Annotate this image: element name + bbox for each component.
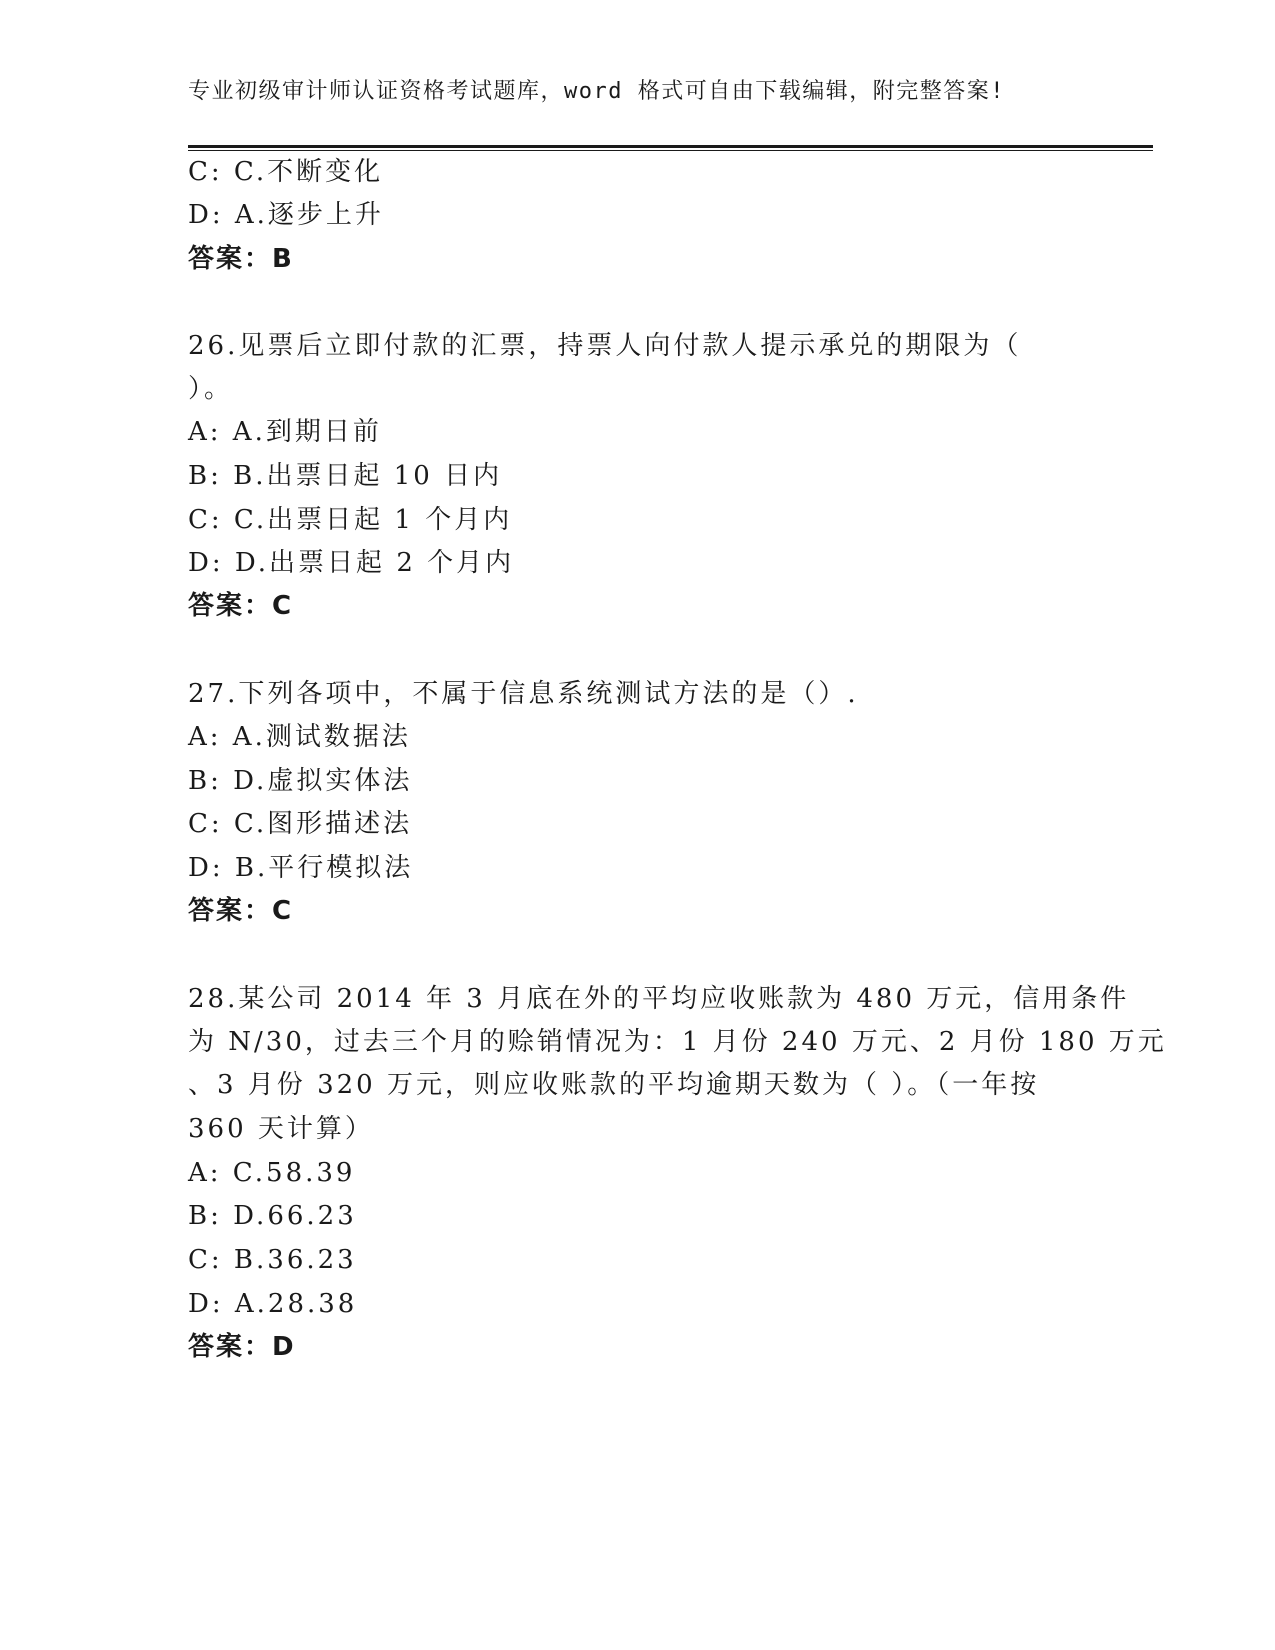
q26-option-b: B: B.出票日起 10 日内 <box>188 461 503 491</box>
q27-option-d: D: B.平行模拟法 <box>188 853 414 883</box>
q28-option-d: D: A.28.38 <box>188 1289 358 1319</box>
q27-option-b: B: D.虚拟实体法 <box>188 766 413 796</box>
q26-option-c: C: C.出票日起 1 个月内 <box>188 505 513 535</box>
q28-stem-line4: 360 天计算） <box>188 1114 374 1144</box>
header-rule-thick <box>188 145 1153 148</box>
q25-answer: 答案：B <box>188 244 294 274</box>
q26-stem-line2: ）。 <box>188 374 234 404</box>
q26-stem-line1: 26.见票后立即付款的汇票，持票人向付款人提示承兑的期限为（ <box>188 331 1022 361</box>
q25-option-d: D: A.逐步上升 <box>188 200 384 230</box>
q28-option-a: A: C.58.39 <box>188 1158 356 1188</box>
q27-option-a: A: A.测试数据法 <box>188 722 411 752</box>
q26-answer: 答案：C <box>188 591 294 621</box>
q26-option-d: D: D.出票日起 2 个月内 <box>188 548 515 578</box>
q27-stem-line1: 27.下列各项中，不属于信息系统测试方法的是（）. <box>188 679 859 709</box>
header-rule-thin <box>188 150 1153 151</box>
q27-option-c: C: C.图形描述法 <box>188 809 413 839</box>
q28-stem-line3: 、3 月份 320 万元，则应收账款的平均逾期天数为（ ）。（一年按 <box>188 1070 1040 1100</box>
q26-option-a: A: A.到期日前 <box>188 417 382 447</box>
q28-stem-line2: 为 N/30，过去三个月的赊销情况为：1 月份 240 万元、2 月份 180 万元 <box>188 1027 1167 1057</box>
page-header: 专业初级审计师认证资格考试题库，word 格式可自由下载编辑，附完整答案! <box>188 79 1005 104</box>
q28-stem-line1: 28.某公司 2014 年 3 月底在外的平均应收账款为 480 万元，信用条件 <box>188 984 1130 1014</box>
q28-option-c: C: B.36.23 <box>188 1245 357 1275</box>
q28-option-b: B: D.66.23 <box>188 1201 357 1231</box>
q28-answer: 答案：D <box>188 1332 296 1362</box>
q25-option-c: C: C.不断变化 <box>188 157 384 187</box>
q27-answer: 答案：C <box>188 896 294 926</box>
